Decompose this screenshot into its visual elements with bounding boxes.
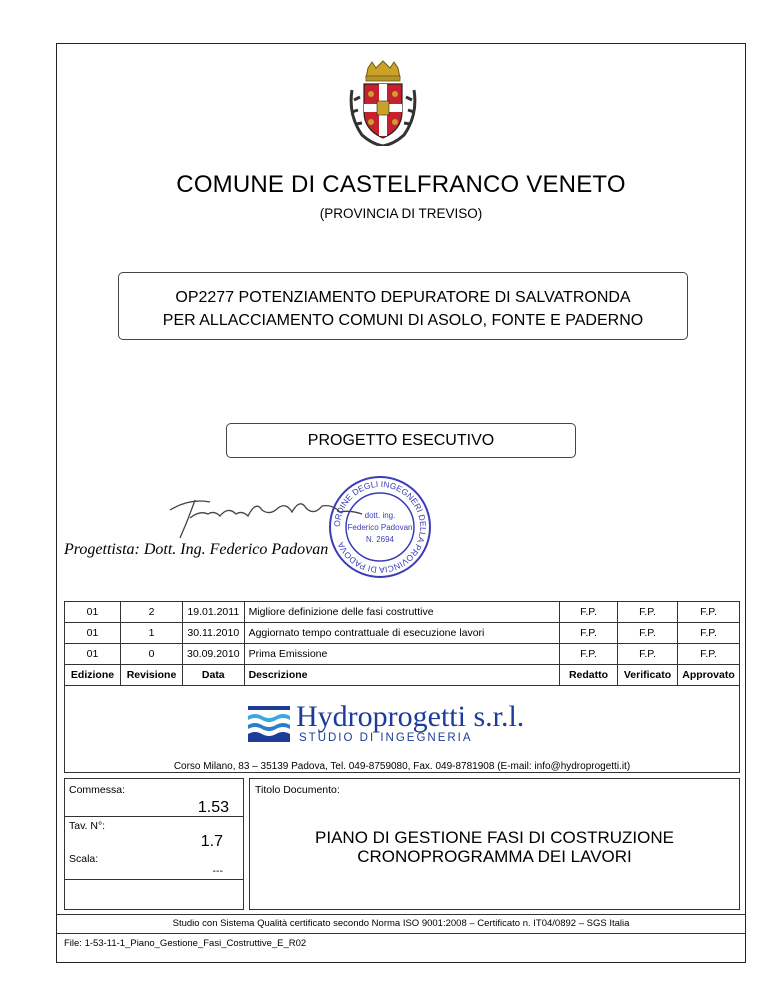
municipal-crest-icon [346, 60, 420, 146]
project-phase-box: PROGETTO ESECUTIVO [226, 423, 576, 458]
footer-divider [56, 914, 746, 915]
table-cell: 0 [121, 644, 183, 665]
table-cell: 30.11.2010 [183, 623, 245, 644]
header-data: Data [183, 665, 245, 686]
document-title [249, 828, 740, 866]
revision-table [64, 601, 740, 686]
header-redatto: Redatto [560, 665, 618, 686]
header-descrizione: Descrizione [244, 665, 559, 686]
table-cell: F.P. [678, 602, 740, 623]
municipality-title: COMUNE DI CASTELFRANCO VENETO [176, 171, 626, 198]
table-cell: F.P. [560, 623, 618, 644]
table-cell: 19.01.2011 [183, 602, 245, 623]
file-name: File: 1-53-11-1_Piano_Gestione_Fasi_Costruttive_E_R02 [64, 938, 307, 949]
stamp-title: dott. ing. [364, 511, 396, 520]
job-info-block [64, 778, 244, 910]
tav-label: Tav. N°: [69, 820, 106, 832]
table-row [65, 644, 740, 665]
scala-label: Scala: [69, 853, 99, 865]
table-cell: F.P. [618, 623, 678, 644]
table-cell: Migliore definizione delle fasi costruttive [244, 602, 559, 623]
commessa-value: 1.53 [197, 799, 229, 816]
table-cell: 1 [121, 623, 183, 644]
document-title-line-2: CRONOPROGRAMMA DEI LAVORI [357, 847, 632, 866]
designer-credit: Progettista: Dott. Ing. Federico Padovan [64, 541, 329, 558]
header-approvato: Approvato [678, 665, 740, 686]
table-row [65, 623, 740, 644]
header-revisione: Revisione [121, 665, 183, 686]
document-title-line-1: PIANO DI GESTIONE FASI DI COSTRUZIONE [315, 828, 674, 847]
table-cell: F.P. [618, 644, 678, 665]
table-cell: F.P. [678, 623, 740, 644]
company-subtitle: STUDIO DI INGEGNERIA [299, 732, 473, 744]
commessa-label: Commessa: [69, 784, 126, 796]
waves-logo-icon [248, 706, 290, 742]
header-verificato: Verificato [618, 665, 678, 686]
table-cell: F.P. [560, 644, 618, 665]
table-cell: Prima Emissione [244, 644, 559, 665]
stamp-ring-text: ORDINE DEGLI INGEGNERI DELLA PROVINCIA DI PADOVA [331, 478, 429, 576]
table-cell: 30.09.2010 [183, 644, 245, 665]
header-edizione: Edizione [65, 665, 121, 686]
stamp-number: N. 2694 [365, 535, 395, 544]
doc-title-label: Titolo Documento: [255, 784, 340, 796]
table-cell: 2 [121, 602, 183, 623]
certification-note: Studio con Sistema Qualità certificato secondo Norma ISO 9001:2008 – Certificato n. IT04/0892 – SGS Italia [172, 918, 630, 929]
footer-divider [56, 933, 746, 934]
company-name: Hydroprogetti s.r.l. [296, 700, 525, 733]
project-title-line-1: OP2277 POTENZIAMENTO DEPURATORE DI SALVATRONDA [175, 289, 631, 306]
tav-value: 1.7 [200, 833, 223, 850]
project-title-line-2: PER ALLACCIAMENTO COMUNI DI ASOLO, FONTE E PADERNO [162, 312, 644, 329]
table-cell: F.P. [678, 644, 740, 665]
engineer-stamp-icon [325, 472, 435, 582]
table-row [65, 602, 740, 623]
table-cell: F.P. [618, 602, 678, 623]
table-cell: 01 [65, 602, 121, 623]
province-subtitle: (PROVINCIA DI TREVISO) [319, 206, 483, 221]
project-title-box [118, 272, 688, 340]
company-address: Corso Milano, 83 – 35139 Padova, Tel. 049-8759080, Fax. 049-8781908 (E-mail: info@hydroprogetti.it) [173, 761, 631, 772]
stamp-name: Federico Padovan [347, 523, 413, 532]
scala-value: --- [212, 865, 223, 877]
table-cell: 01 [65, 623, 121, 644]
table-cell: F.P. [560, 602, 618, 623]
table-cell: Aggiornato tempo contrattuale di esecuzione lavori [244, 623, 559, 644]
table-cell: 01 [65, 644, 121, 665]
